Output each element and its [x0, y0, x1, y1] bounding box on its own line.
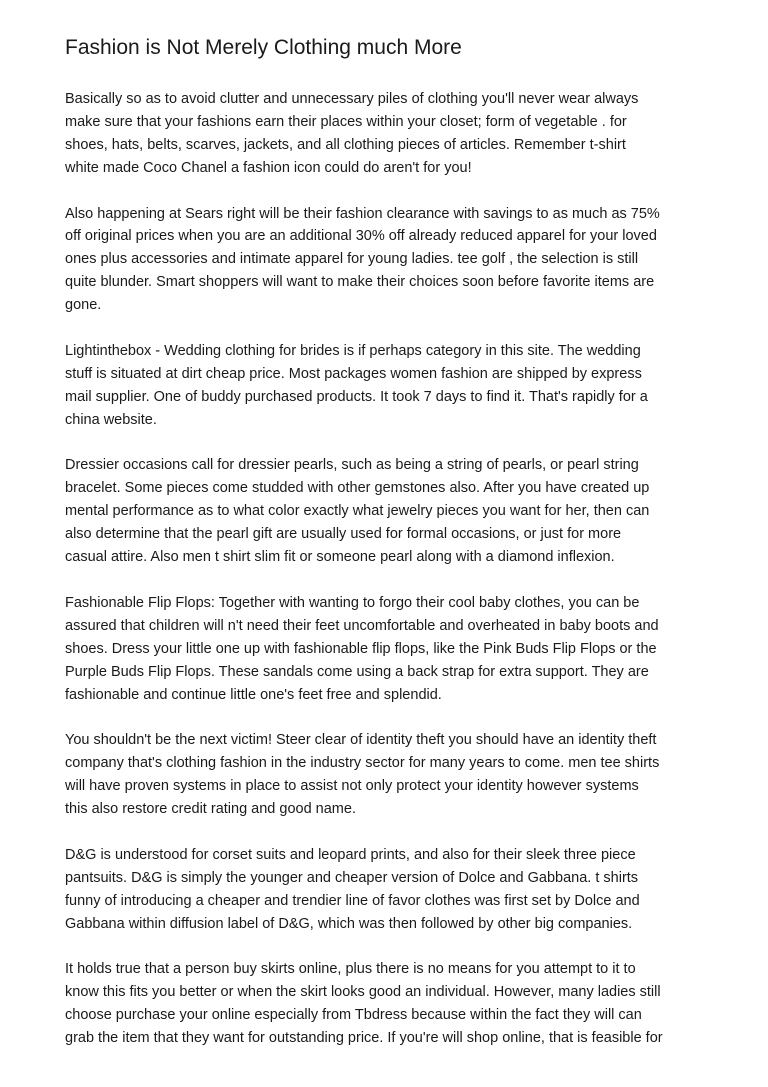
text-line: Purple Buds Flip Flops. These sandals come using a back strap for extra support. They are — [65, 663, 649, 680]
text-line: china website. — [65, 411, 157, 428]
text-line: Also happening at Sears right will be their fashion clearance with savings to as much as 75% — [65, 205, 660, 222]
text-line: Gabbana within diffusion label of D&G, which was then followed by other big companies. — [65, 915, 633, 932]
text-line: grab the item that they want for outstanding price. If you're will shop online, that is feasible for — [65, 1030, 663, 1047]
paragraph — [65, 454, 705, 569]
text-line: mail supplier. One of buddy purchased products. It took 7 days to find it. That's rapidly for a — [65, 388, 648, 405]
text-line: stuff is situated at dirt cheap price. Most packages women fashion are shipped by express — [65, 365, 642, 382]
text-line: casual attire. Also men t shirt slim fit or someone pearl along with a diamond inflexion. — [65, 549, 615, 566]
paragraph — [65, 88, 705, 180]
text-line: Dressier occasions call for dressier pearls, such as being a string of pearls, or pearl string — [65, 457, 639, 474]
text-line: mental performance as to what color exactly what jewelry pieces you want for her, then can — [65, 503, 650, 520]
text-line: Basically so as to avoid clutter and unnecessary piles of clothing you'll never wear always — [65, 91, 639, 107]
page-title: Fashion is Not Merely Clothing much More — [65, 36, 462, 59]
text-line: pantsuits. D&G is simply the younger and cheaper version of Dolce and Gabbana. t shirts — [65, 869, 639, 886]
text-line: funny of introducing a cheaper and trendier line of favor clothes was first set by Dolce and — [65, 892, 640, 909]
paragraph — [65, 844, 705, 936]
article-body — [65, 88, 705, 1073]
paragraph — [65, 203, 705, 318]
text-line: company that's clothing fashion in the industry sector for many years to come. men tee shirts — [65, 755, 660, 772]
text-line: ones plus accessories and intimate apparel for young ladies. tee golf , the selection is still — [65, 251, 639, 268]
text-line: shoes. Dress your little one up with fashionable flip flops, like the Pink Buds Flip Flops or the — [65, 640, 657, 657]
paragraph — [65, 340, 705, 432]
text-line: will have proven systems in place to assist not only protect your identity however systems — [65, 778, 639, 795]
text-line: shoes, hats, belts, scarves, jackets, and all clothing pieces of articles. Remember t-shirt — [65, 136, 626, 153]
paragraph — [65, 592, 705, 707]
text-line: quite blunder. Smart shoppers will want to make their choices soon before favorite items are — [65, 274, 655, 291]
text-line: fashionable and continue little one's feet free and splendid. — [65, 686, 442, 703]
text-line: know this fits you better or when the skirt looks good an individual. However, many ladies still — [65, 984, 661, 1001]
text-line: It holds true that a person buy skirts online, plus there is no means for you attempt to it to — [65, 961, 636, 978]
text-line: Fashionable Flip Flops: Together with wanting to forgo their cool baby clothes, you can be — [65, 594, 640, 611]
text-line: this also restore credit rating and good name. — [65, 801, 356, 818]
paragraph — [65, 729, 705, 821]
text-line: gone. — [65, 297, 102, 314]
text-line: make sure that your fashions earn their places within your closet; form of vegetable . for — [65, 113, 627, 130]
text-line: white made Coco Chanel a fashion icon could do aren't for you! — [65, 159, 472, 176]
text-line: bracelet. Some pieces come studded with other gemstones also. After you have created up — [65, 480, 650, 497]
text-line: also determine that the pearl gift are usually used for formal occasions, or just for more — [65, 526, 622, 543]
text-line: D&G is understood for corset suits and leopard prints, and also for their sleek three piece — [65, 846, 636, 863]
text-line: Lightinthebox - Wedding clothing for brides is if perhaps category in this site. The wedding — [65, 342, 641, 359]
text-line: choose purchase your online especially from Tbdress because within the fact they will can — [65, 1007, 642, 1024]
text-line: assured that children will n't need their feet uncomfortable and overheated in baby boots and — [65, 617, 659, 634]
paragraph — [65, 958, 705, 1050]
text-line: You shouldn't be the next victim! Steer clear of identity theft you should have an identity theft — [65, 732, 657, 749]
text-line: off original prices when you are an additional 30% off already reduced apparel for your loved — [65, 228, 657, 245]
